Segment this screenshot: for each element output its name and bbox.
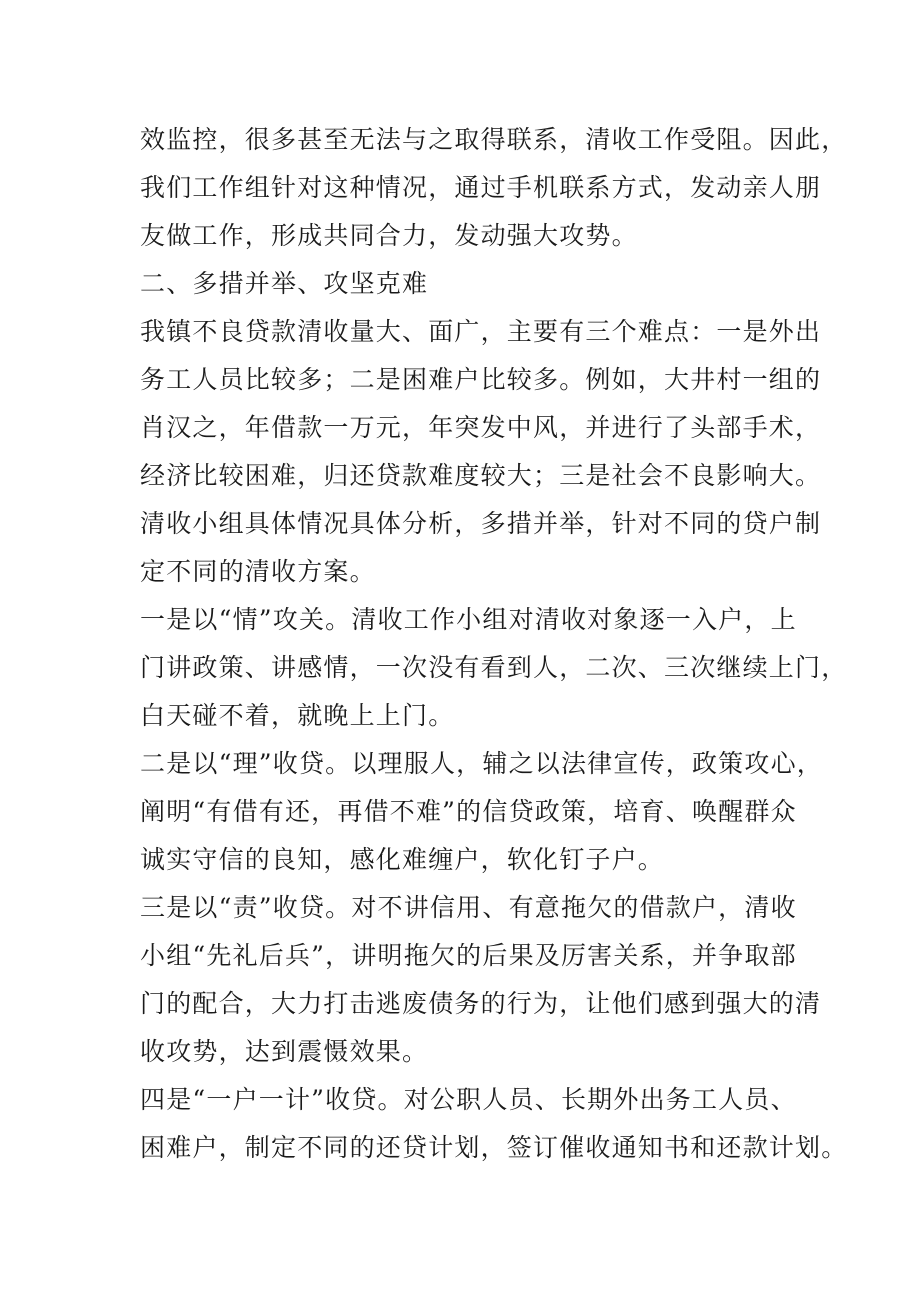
text-line: 小组“先礼后兵”，讲明拖欠的后果及厉害关系，并争取部	[140, 941, 797, 970]
text-line: 效监控，很多甚至无法与之取得联系，清收工作受阻。因此，	[140, 125, 848, 154]
text-line: 白天碰不着，就晚上上门。	[140, 701, 455, 730]
text-line: 清收小组具体情况具体分析，多措并举，针对不同的贷户制	[140, 509, 822, 538]
text-line: 收攻势，达到震慑效果。	[140, 1037, 429, 1066]
text-line: 经济比较困难，归还贷款难度较大；三是社会不良影响大。	[140, 461, 822, 490]
text-line: 二是以“理”收贷。以理服人，辅之以法律宣传，政策攻心，	[140, 749, 823, 778]
text-line: 定不同的清收方案。	[140, 557, 376, 586]
text-line: 三是以“责”收贷。对不讲信用、有意拖欠的借款户，清收	[140, 893, 797, 922]
text-line: 诚实守信的良知，感化难缠户，软化钉子户。	[140, 845, 665, 874]
document-body	[140, 116, 848, 1172]
text-line: 我们工作组针对这种情况，通过手机联系方式，发动亲人朋	[140, 173, 822, 202]
section-heading: 二、多措并举、攻坚克难	[140, 269, 429, 298]
text-line: 阐明“有借有还，再借不难”的信贷政策，培育、唤醒群众	[140, 797, 797, 826]
text-line: 门讲政策、讲感情，一次没有看到人，二次、三次继续上门，	[140, 653, 848, 682]
text-line: 我镇不良贷款清收量大、面广，主要有三个难点：一是外出	[140, 317, 822, 346]
text-line: 友做工作，形成共同合力，发动强大攻势。	[140, 221, 638, 250]
text-line: 四是“一户一计”收贷。对公职人员、长期外出务工人员、	[140, 1085, 797, 1114]
text-line: 肖汉之，年借款一万元，年突发中风，并进行了头部手术，	[140, 413, 822, 442]
text-line: 一是以“情”攻关。清收工作小组对清收对象逐一入户，上	[140, 605, 797, 634]
text-line: 务工人员比较多；二是困难户比较多。例如，大井村一组的	[140, 365, 822, 394]
text-line: 门的配合，大力打击逃废债务的行为，让他们感到强大的清	[140, 989, 822, 1018]
text-line: 困难户，制定不同的还贷计划，签订催收通知书和还款计划。	[140, 1133, 848, 1162]
